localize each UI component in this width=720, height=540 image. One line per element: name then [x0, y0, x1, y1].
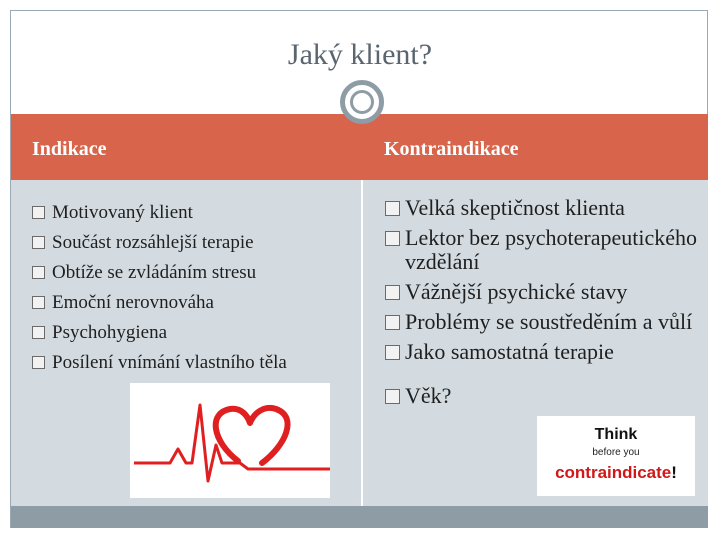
- checkbox-bullet-icon: [32, 296, 45, 309]
- list-item-text: Vážnější psychické stavy: [405, 279, 628, 304]
- list-item: [32, 348, 342, 375]
- checkbox-bullet-icon: [385, 315, 400, 330]
- checkbox-bullet-icon: [32, 266, 45, 279]
- slide-title: Jaký klient?: [287, 38, 433, 71]
- ring-inner: [350, 90, 374, 114]
- think-title: Think: [594, 426, 638, 443]
- list-item: [32, 198, 342, 228]
- left-column-header: Indikace: [32, 138, 107, 160]
- list-item-text: Problémy se soustředěním a vůlí: [405, 309, 693, 334]
- list-item-text: Emoční nerovnováha: [52, 292, 214, 313]
- list-item: [385, 340, 700, 364]
- indication-list: [32, 198, 342, 375]
- list-item: [32, 228, 342, 258]
- list-item-text: Věk?: [405, 383, 452, 408]
- checkbox-bullet-icon: [32, 356, 45, 369]
- list-item-text: Psychohygiena: [52, 322, 168, 343]
- think-main-text: [537, 463, 695, 483]
- list-item: [32, 318, 342, 348]
- think-before-contraindicate-image: [537, 416, 695, 496]
- checkbox-bullet-icon: [32, 206, 45, 219]
- list-item-text: Motivovaný klient: [52, 202, 193, 223]
- checkbox-bullet-icon: [385, 231, 400, 246]
- checkbox-bullet-icon: [32, 326, 45, 339]
- contraindication-list: [385, 196, 700, 414]
- footer-band: [11, 506, 708, 528]
- think-subtitle: before you: [592, 447, 640, 458]
- right-column-header: Kontraindikace: [384, 138, 519, 160]
- heart-ecg-icon: [130, 383, 330, 498]
- checkbox-bullet-icon: [385, 345, 400, 360]
- ring-ornament-icon: [340, 80, 384, 124]
- list-item: [385, 280, 700, 304]
- checkbox-bullet-icon: [385, 389, 400, 404]
- list-item: [32, 258, 342, 288]
- checkbox-bullet-icon: [32, 236, 45, 249]
- list-item: [385, 310, 700, 334]
- think-main-word: contraindicate: [555, 463, 672, 482]
- list-item: [385, 196, 700, 220]
- list-item-text: Obtíže se zvládáním stresu: [52, 262, 257, 283]
- list-item-text: Lektor bez psychoterapeutického vzdělání: [405, 225, 697, 274]
- list-item-text: Velká skeptičnost klienta: [405, 195, 625, 220]
- heart-ecg-image: [130, 383, 330, 498]
- checkbox-bullet-icon: [385, 201, 400, 216]
- list-item-text: Součást rozsáhlejší terapie: [52, 232, 254, 253]
- think-exclaim: !: [671, 463, 677, 482]
- list-item: [385, 384, 700, 408]
- list-item: [32, 288, 342, 318]
- list-item-text: Posílení vnímání vlastního těla: [52, 352, 287, 373]
- list-item-text: Jako samostatná terapie: [405, 339, 614, 364]
- checkbox-bullet-icon: [385, 285, 400, 300]
- list-item: [385, 226, 700, 274]
- column-divider: [361, 180, 363, 506]
